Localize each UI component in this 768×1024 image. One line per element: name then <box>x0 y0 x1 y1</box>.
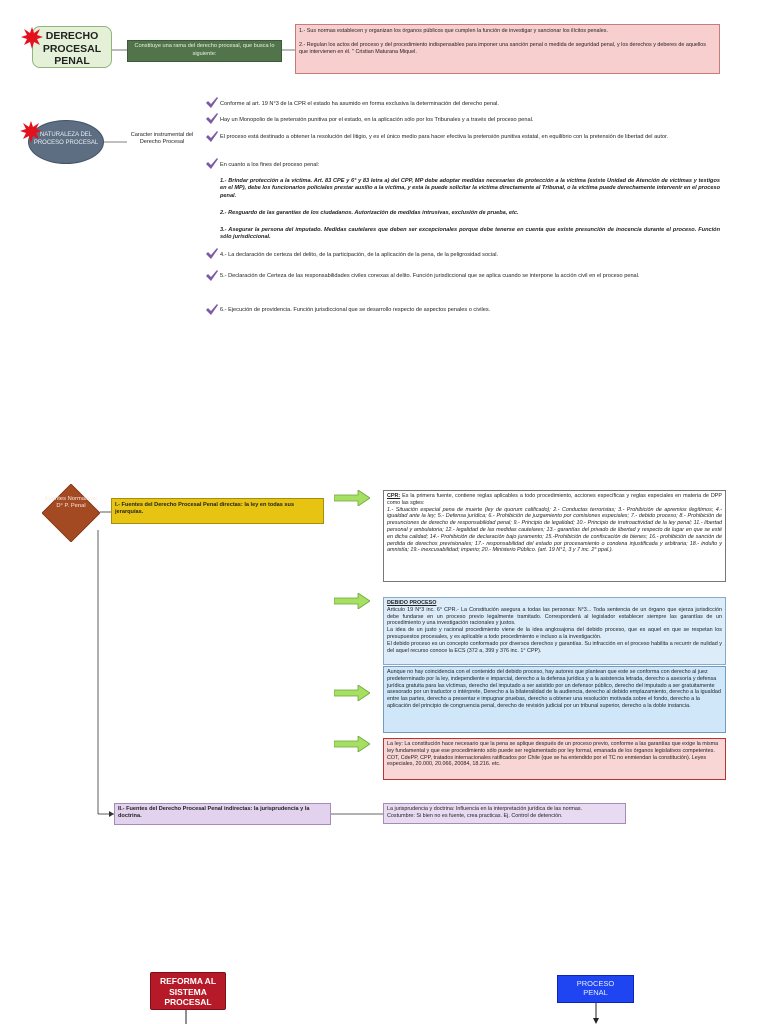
checkmark-icon <box>206 97 218 108</box>
functions-box <box>295 24 720 74</box>
reforma-line-1: REFORMA AL <box>159 976 217 986</box>
naturaleza-item-1: Conforme al art. 19 N°3 de la CPR el estado ha asumido en forma exclusiva la determinación del derecho penal. <box>220 101 499 107</box>
fuentes-indirectas-box: II.- Fuentes del Derecho Procesal Penal indirectas: la jurisprudencia y la doctrina. <box>114 803 331 825</box>
naturaleza-item-6: 5.- Declaración de Certeza de las responsabilidades civiles conexas al delito. Función jurisdiccional que se aplica cuando se interpone la acción civil en el proceso penal. <box>220 273 640 279</box>
derecho-procesal-penal-node <box>32 26 112 68</box>
proceso-line-1: PROCESO <box>576 979 615 988</box>
function-item-2: 2.- Regulan los actos del proceso y del procedimiento indispensables para imponer una sanción penal o medida de seguridad penal, y los derechos y deberes de aquellos que intervienen en él. " Cristian Maturana Miquel. <box>299 42 706 56</box>
debido-body-3: El debido proceso es un concepto conformado por diversos derechos y garantías. Su infracción en el proceso habilita a recurrir de nulidad y del aquel recurso conoce la ECS (372 a, 399 y 376 inc. 1° CPP). <box>387 640 722 654</box>
fuentes-directas-box: I.- Fuentes del Derecho Procesal Penal directas: la ley en todas sus jerarquías. <box>111 498 324 524</box>
function-item-1: 1.- Sus normas establecen y organizan los órganos públicos que cumplen la función de investigar y sancionar los ilícitos penales. <box>299 28 608 34</box>
fuentes-diamond <box>42 484 100 542</box>
reforma-line-3: PROCESAL <box>164 997 212 1008</box>
naturaleza-item-4: En cuanto a los fines del proceso penal: <box>220 162 320 168</box>
red-star-icon <box>20 26 44 50</box>
juris-line-2: Costumbre: Si bien no es fuente, crea practicas. Ej. Control de detención. <box>387 812 563 819</box>
naturaleza-item-5: 4.- La declaración de certeza del delito, de la participación, de la aplicación de la pena, de la peligrosidad social. <box>220 252 498 258</box>
ley-box: La ley: La constitución hace necesario que la pena se aplique después de un proceso previo, conforme a las garantías que exige la misma ley fundamental y que ese procedimiento sólo puede ser reglamentado por ley formal, emanada de los órganos legislativos competentes. COT, CdePP, CPP, tratados internacionales ratificados por Chile (que se ha entendido por el TC no enmiendan la constitución). Leyes especiales, 20.000, 20.066, 20084, 18.216. etc. <box>383 738 726 780</box>
garantias-box: Aunque no hay coincidencia con el contenido del debido proceso, hay autores que plantean que este se conforma con derecho al juez predeterminado por la ley, independiente e imparcial, derecho a la defensa jurídica y a la asistencia letrada, derecho a asesoría y defensa jurídica gratuita para las víctimas, derecho del imputado a ser asistido por un defensor público, derecho del imputado a ser gratuitamente asesorado por un traductor o intérprete, Derecho a la bilateralidad de la audiencia, derecho al debido emplazamiento, derecho a la igualdad entre las partes, derecho a presentar e impugnar pruebas, derecho a obtener una resolución motivada sobre el fondo, derecho a la aplicación del principio de congruencia penal, derecho de revisión judicial por un tribunal superior, derecho a la doble instancia. <box>383 666 726 733</box>
cpr-heading: CPR: <box>387 493 401 499</box>
proceso-penal-node <box>557 975 634 1003</box>
naturaleza-node: NATURALEZA DEL PROCESO PROCESAL <box>28 120 104 164</box>
cpr-source-box <box>383 490 726 582</box>
juris-line-1: La jurisprudencia y doctrina: Influencia en la interpretación jurídica de las normas. <box>387 806 583 812</box>
fin-item-3: 3.- Asegurar la persona del imputado. Medidas cautelares que deben ser excepcionales porque debe tenerse en cuenta que existe presunción de inocencia durante el proceso. Función sólo jurisdiccional. <box>220 227 720 241</box>
fin-item-1: 1.- Brindar protección a la víctima. Art. 83 CPE y 6° y 83 letra a) del CPP, MP debe adoptar medidas necesarias de protección a la víctima (existe Unidad de Atención de víctimas y testigos en el MP), debe los funcionarios policiales prestar auxilio a la víctima, y esta la puede solicitar la víctima directamente al Tribunal, o la víctima puede derechamente intervenir en el proceso penal. <box>220 178 720 199</box>
green-arrow-icon <box>334 593 370 609</box>
debido-body-1: Articulo 19 N°3 inc. 6° CPR.- La Constitución asegura a todas las personas: N°3... Toda sentencia de un órgano que ejerza jurisdicción debe fundarse en un proceso previo legalmente tramitado. Corresponderá al legislador establecer siempre las garantías de un procedimiento y una investigación racionales y justos. <box>387 606 722 627</box>
debido-heading: DEBIDO PROCESO <box>387 600 437 606</box>
jurisprudencia-box <box>383 803 626 824</box>
definition-box: Constituye una rama del derecho procesal, que busca lo siguiente: <box>127 40 282 62</box>
reforma-sistema-procesal-node <box>150 972 226 1010</box>
reforma-line-2: SISTEMA <box>169 986 207 997</box>
derecho-title-line-2: PROCESAL <box>42 42 102 55</box>
naturaleza-item-7: 6.- Ejecución de providencia. Función jurisdiccional que se desarrollo respecto de aspectos penales o civiles. <box>220 307 491 313</box>
checkmark-icon <box>206 248 218 259</box>
fin-item-2: 2.- Resguardo de las garantías de los ciudadanos. Autorización de medidas intrusivas, exclusión de prueba, etc. <box>220 210 519 216</box>
naturaleza-item-2: Hay un Monopolio de la pretensión punitiva por el estado, en la aplicación sólo por los Tribunales y a través del proceso penal. <box>220 117 534 123</box>
connector-proceso-arrowhead <box>593 1018 599 1024</box>
cpr-intro: Es la primera fuente, contiene reglas aplicables a todo procedimiento, acciones específicas y reglas especiales en materia de DPP como las sgtes: <box>387 493 722 506</box>
caracter-instrumental-label: Caracter instrumental del Derecho Procesal <box>130 132 194 146</box>
fuentes-diamond-label: Fuentes Normativas D° P. Penal <box>45 496 97 510</box>
green-arrow-icon <box>334 685 370 701</box>
checkmark-icon <box>206 131 218 142</box>
debido-proceso-box <box>383 597 726 665</box>
debido-body-2: La idea de un justo y racional procedimiento viene de la idea anglosajona del debido proceso, que es aquel en que se respetan los presupuestos procesales, y es aplicable a todo procedimiento e incluso a la investigación. <box>387 627 722 640</box>
derecho-title-line-1: DERECHO <box>45 30 99 42</box>
checkmark-icon <box>206 270 218 281</box>
checkmark-icon <box>206 304 218 315</box>
proceso-line-2: PENAL <box>583 988 608 998</box>
checkmark-icon <box>206 158 218 169</box>
derecho-title-line-3: PENAL <box>54 55 90 68</box>
naturaleza-item-3: El proceso está destinado a obtener la resolución del litigio, y es el único medio para hacer efectiva la pretensión punitiva estatal, en equilibrio con la pretensión de libertad del autor. <box>220 134 669 140</box>
green-arrow-icon <box>334 736 370 752</box>
cpr-list: 1.- Situación especial pena de muerte (ley de quorum calificado); 2.- Conductas terroristas; 3.- Prohibición de apremios ilegítimos; 4.- igualdad ante la ley; 5.- Defensa jurídica; 6.- Prohibición de juzgamiento por comisiones especiales; 7.- debido proceso; 8.- Prohibición de presunciones de derecho de responsabilidad penal; 9.- Principio de legalidad; 10.- Principio de irretroactividad de la ley penal; 11.- libertad personal y ambulatoria; 12.- legalidad de las medidas cautelares; 13.- garantías del privado de libertad y respecto de lugar en que se esté en dicha calidad; 14.- Prohibición de declaración bajo juramento; 15.-Prohibición de confiscación de bienes; 16.- prohibición de sanción de perdida de derechos previsionales; 17.- responsabilidad del estado por procesamiento o condena injustificada y arbitraria; 18.- indulto y amnistía; 19.- inexcusabilidad; imperio; 20.- Ministerio Público. (art. 19 N°1, 3 y 7 inc. 2° ppal.). <box>387 506 722 554</box>
green-arrow-icon <box>334 490 370 506</box>
red-star-icon <box>19 120 43 144</box>
checkmark-icon <box>206 113 218 124</box>
